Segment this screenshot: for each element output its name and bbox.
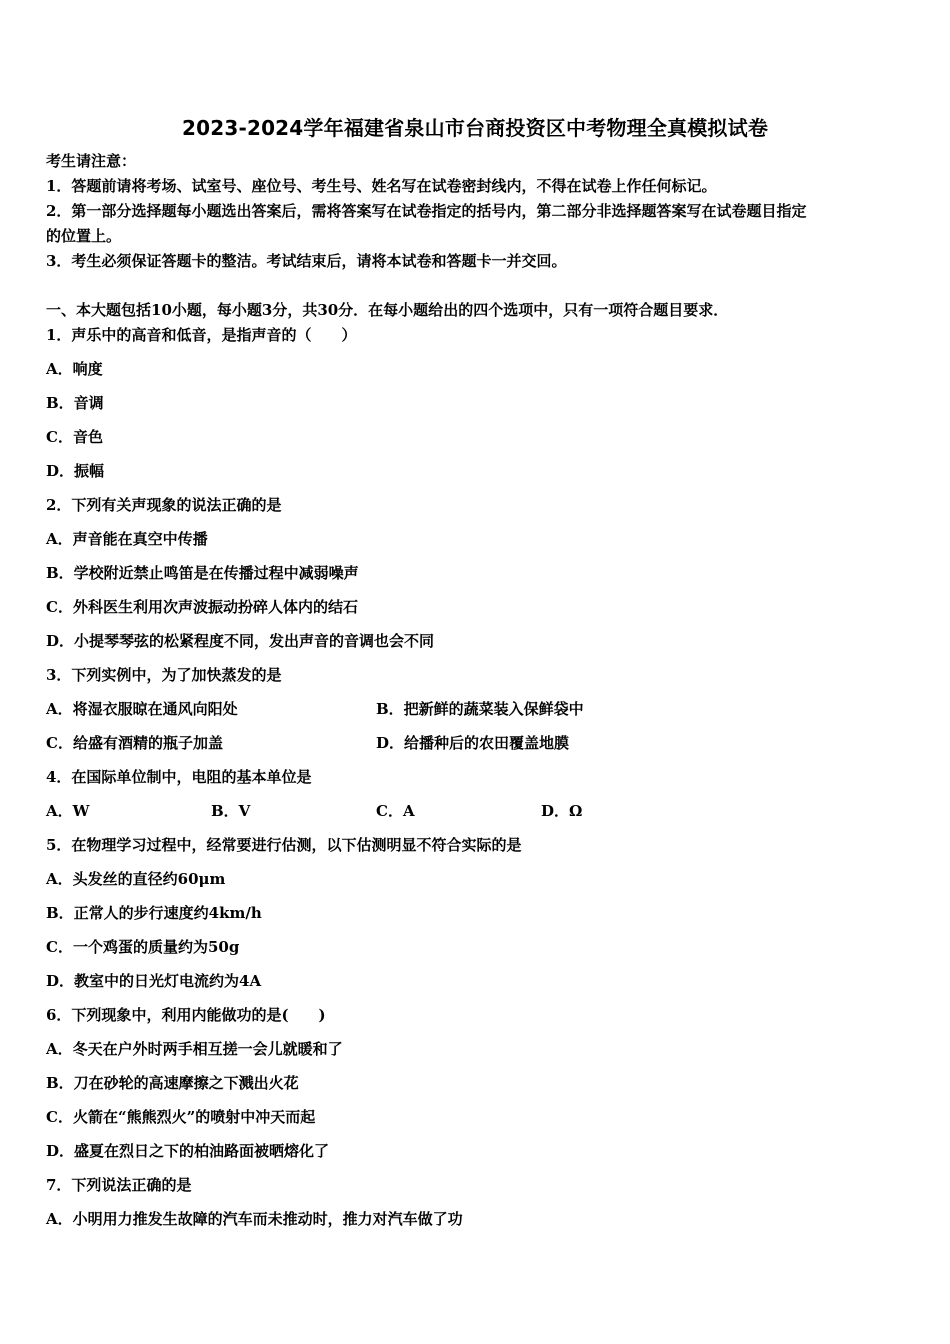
- option: D．教室中的日光灯电流约为4A: [46, 972, 262, 990]
- option: D．小提琴琴弦的松紧程度不同，发出声音的音调也会不同: [46, 632, 435, 650]
- option: C．音色: [46, 428, 103, 446]
- option: B．刀在砂轮的高速摩擦之下溅出火花: [46, 1074, 299, 1092]
- option: C．火箭在“熊熊烈火”的喷射中冲天而起: [46, 1108, 316, 1126]
- notice-heading: 考生请注意：: [46, 152, 137, 170]
- notice-item: 的位置上。: [46, 227, 122, 245]
- question-stem: 3．下列实例中，为了加快蒸发的是: [46, 666, 282, 684]
- question-stem: 4．在国际单位制中，电阻的基本单位是: [46, 768, 312, 786]
- option: A．响度: [46, 360, 103, 378]
- option: C．外科医生利用次声波振动扮碎人体内的结石: [46, 598, 358, 616]
- notice-item: 3．考生必须保证答题卡的整洁。考试结束后，请将本试卷和答题卡一并交回。: [46, 252, 567, 270]
- option: A．小明用力推发生故障的汽车而未推动时，推力对汽车做了功: [46, 1210, 463, 1228]
- question-stem: 7．下列说法正确的是: [46, 1176, 192, 1194]
- notice-item: 1．答题前请将考场、试室号、座位号、考生号、姓名写在试卷密封线内，不得在试卷上作任何标记。: [46, 177, 717, 195]
- option: C．A: [376, 802, 415, 820]
- page-title: 2023-2024学年福建省泉山市台商投资区中考物理全真模拟试卷: [181, 116, 769, 140]
- option: A．头发丝的直径约60μm: [46, 870, 226, 888]
- question-stem: 5．在物理学习过程中，经常要进行估测，以下估测明显不符合实际的是: [46, 836, 522, 854]
- option: B．V: [211, 802, 251, 820]
- section-heading: 一、本大题包括10小题，每小题3分，共30分．在每小题给出的四个选项中，只有一项符合题目要求．: [46, 301, 729, 319]
- question-stem: 1．声乐中的高音和低音，是指声音的（ ）: [46, 326, 357, 344]
- option: C．一个鸡蛋的质量约为50g: [46, 938, 240, 956]
- question-stem: 2．下列有关声现象的说法正确的是: [46, 496, 282, 514]
- question-stem: 6．下列现象中，利用内能做功的是( ): [46, 1006, 326, 1024]
- option: B．把新鲜的蔬菜装入保鲜袋中: [376, 700, 584, 718]
- option: B．学校附近禁止鸣笛是在传播过程中减弱噪声: [46, 564, 359, 582]
- option: D．Ω: [541, 802, 583, 820]
- option: D．振幅: [46, 462, 105, 480]
- option: B．音调: [46, 394, 104, 412]
- option: D．盛夏在烈日之下的柏油路面被晒熔化了: [46, 1142, 330, 1160]
- notice-item: 2．第一部分选择题每小题选出答案后，需将答案写在试卷指定的括号内，第二部分非选择题答案写在试卷题目指定: [46, 202, 807, 220]
- option: A．W: [46, 802, 90, 820]
- option: A．将湿衣服晾在通风向阳处: [46, 700, 238, 718]
- option: B．正常人的步行速度约4km/h: [46, 904, 262, 922]
- option: A．冬天在户外时两手相互搓一会儿就暖和了: [46, 1040, 343, 1058]
- option: A．声音能在真空中传播: [46, 530, 208, 548]
- option: C．给盛有酒精的瓶子加盖: [46, 734, 223, 752]
- option: D．给播种后的农田覆盖地膜: [376, 734, 570, 752]
